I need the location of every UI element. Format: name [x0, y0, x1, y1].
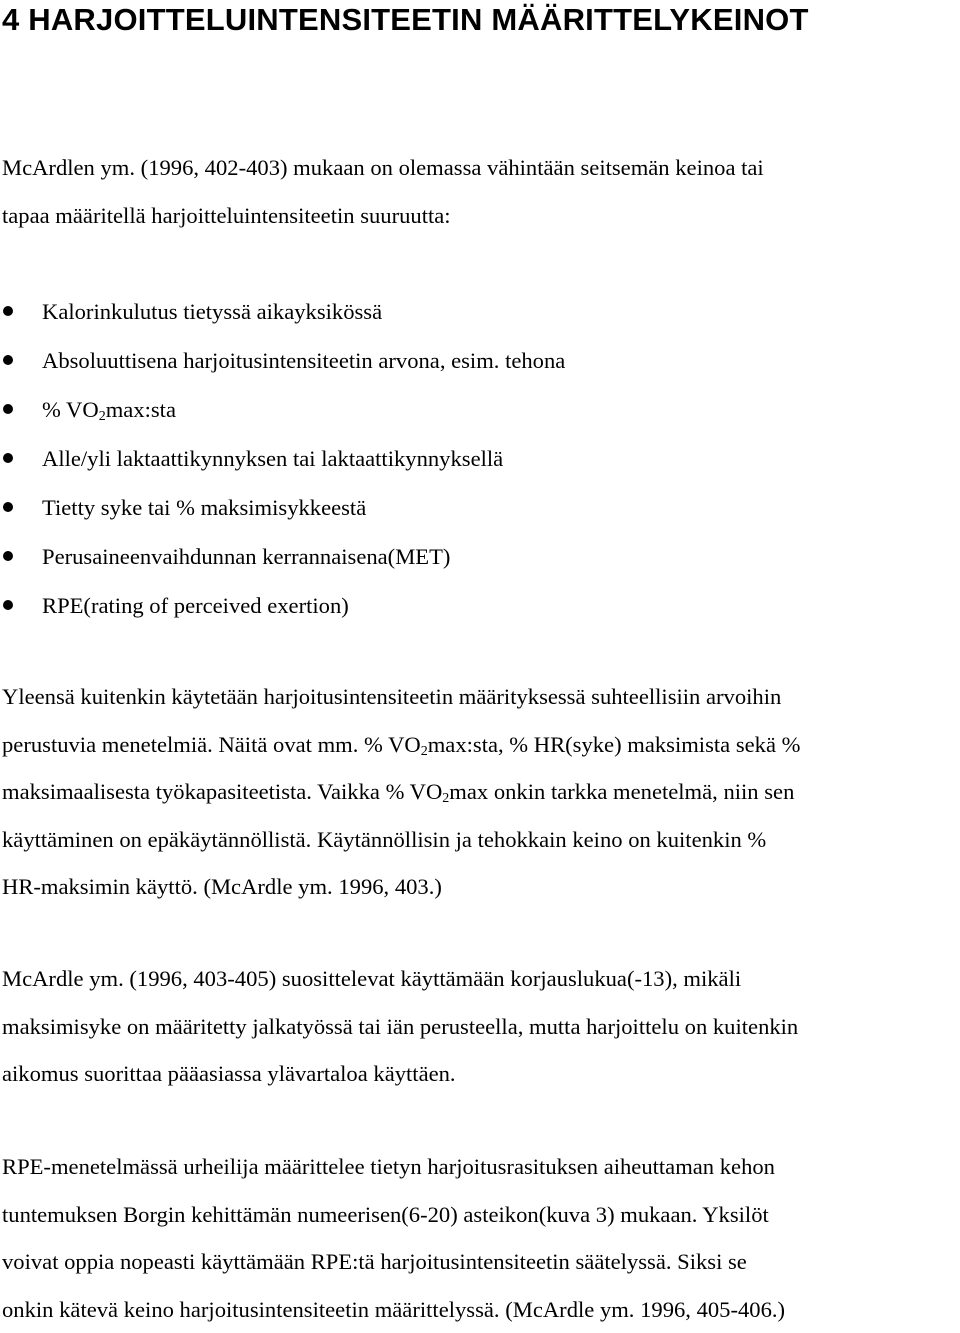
- text-run: max onkin tarkka menetelmä, niin sen: [449, 779, 794, 804]
- subscript: 2: [99, 409, 106, 424]
- bullet-icon: [3, 502, 13, 512]
- text-line: tuntemuksen Borgin kehittämän numeerisen(6-20) asteikon(kuva 3) mukaan. Yksilöt: [2, 1191, 960, 1239]
- bullet-icon: [3, 306, 13, 316]
- bullet-icon: [3, 453, 13, 463]
- text-line: maksimisyke on määritetty jalkatyössä tai iän perusteella, mutta harjoittelu on kuitenkin: [2, 1003, 960, 1051]
- text-run: maksimaalisesta työkapasiteetista. Vaikka % VO: [2, 779, 442, 804]
- bullet-icon: [3, 600, 13, 610]
- text-line: Yleensä kuitenkin käytetään harjoitusintensiteetin määrityksessä suhteellisiin arvoihin: [2, 673, 960, 721]
- text-line: RPE-menetelmässä urheilija määrittelee tietyn harjoitusrasituksen aiheuttaman kehon: [2, 1143, 960, 1191]
- relative-methods-paragraph: [2, 673, 960, 911]
- text-line: [2, 721, 960, 769]
- text-line: onkin kätevä keino harjoitusintensiteetin määrittelyssä. (McArdle ym. 1996, 405-406.): [2, 1286, 960, 1333]
- section-heading: 4 HARJOITTELUINTENSITEETIN MÄÄRITTELYKEINOT: [2, 0, 809, 40]
- list-item-text: Tietty syke tai % maksimisykkeestä: [42, 483, 366, 532]
- list-item-text: Absoluuttisena harjoitusintensiteetin arvona, esim. tehona: [42, 336, 565, 385]
- bullet-icon: [3, 355, 13, 365]
- text-line: [2, 768, 960, 816]
- list-item-text: Alle/yli laktaattikynnyksen tai laktaattikynnyksellä: [42, 434, 503, 483]
- subscript: 2: [421, 744, 428, 759]
- text-line: voivat oppia nopeasti käyttämään RPE:tä harjoitusintensiteetin säätelyssä. Siksi se: [2, 1238, 960, 1286]
- rpe-paragraph: [2, 1143, 960, 1333]
- text-run: max:sta: [106, 397, 176, 422]
- text-run: perustuvia menetelmiä. Näitä ovat mm. % VO: [2, 732, 421, 757]
- text-line: aikomus suorittaa pääasiassa ylävartaloa käyttäen.: [2, 1050, 960, 1098]
- subscript: 2: [442, 791, 449, 806]
- text-line: tapaa määritellä harjoitteluintensiteetin suuruutta:: [2, 192, 960, 240]
- text-line: käyttäminen on epäkäytännöllistä. Käytännöllisin ja tehokkain keino on kuitenkin %: [2, 816, 960, 864]
- text-run: % VO: [42, 397, 99, 422]
- text-line: McArdlen ym. (1996, 402-403) mukaan on olemassa vähintään seitsemän keinoa tai: [2, 144, 960, 192]
- text-line: HR-maksimin käyttö. (McArdle ym. 1996, 403.): [2, 863, 960, 911]
- bullet-icon: [3, 404, 13, 414]
- correction-paragraph: [2, 955, 960, 1098]
- list-item-text: [42, 385, 176, 434]
- intro-paragraph: [2, 144, 960, 239]
- list-item-text: RPE(rating of perceived exertion): [42, 581, 349, 630]
- list-item-text: Kalorinkulutus tietyssä aikayksikössä: [42, 287, 382, 336]
- bullet-icon: [3, 551, 13, 561]
- text-run: max:sta, % HR(syke) maksimista sekä %: [428, 732, 801, 757]
- list-item-text: Perusaineenvaihdunnan kerrannaisena(MET): [42, 532, 450, 581]
- text-line: McArdle ym. (1996, 403-405) suosittelevat käyttämään korjauslukua(-13), mikäli: [2, 955, 960, 1003]
